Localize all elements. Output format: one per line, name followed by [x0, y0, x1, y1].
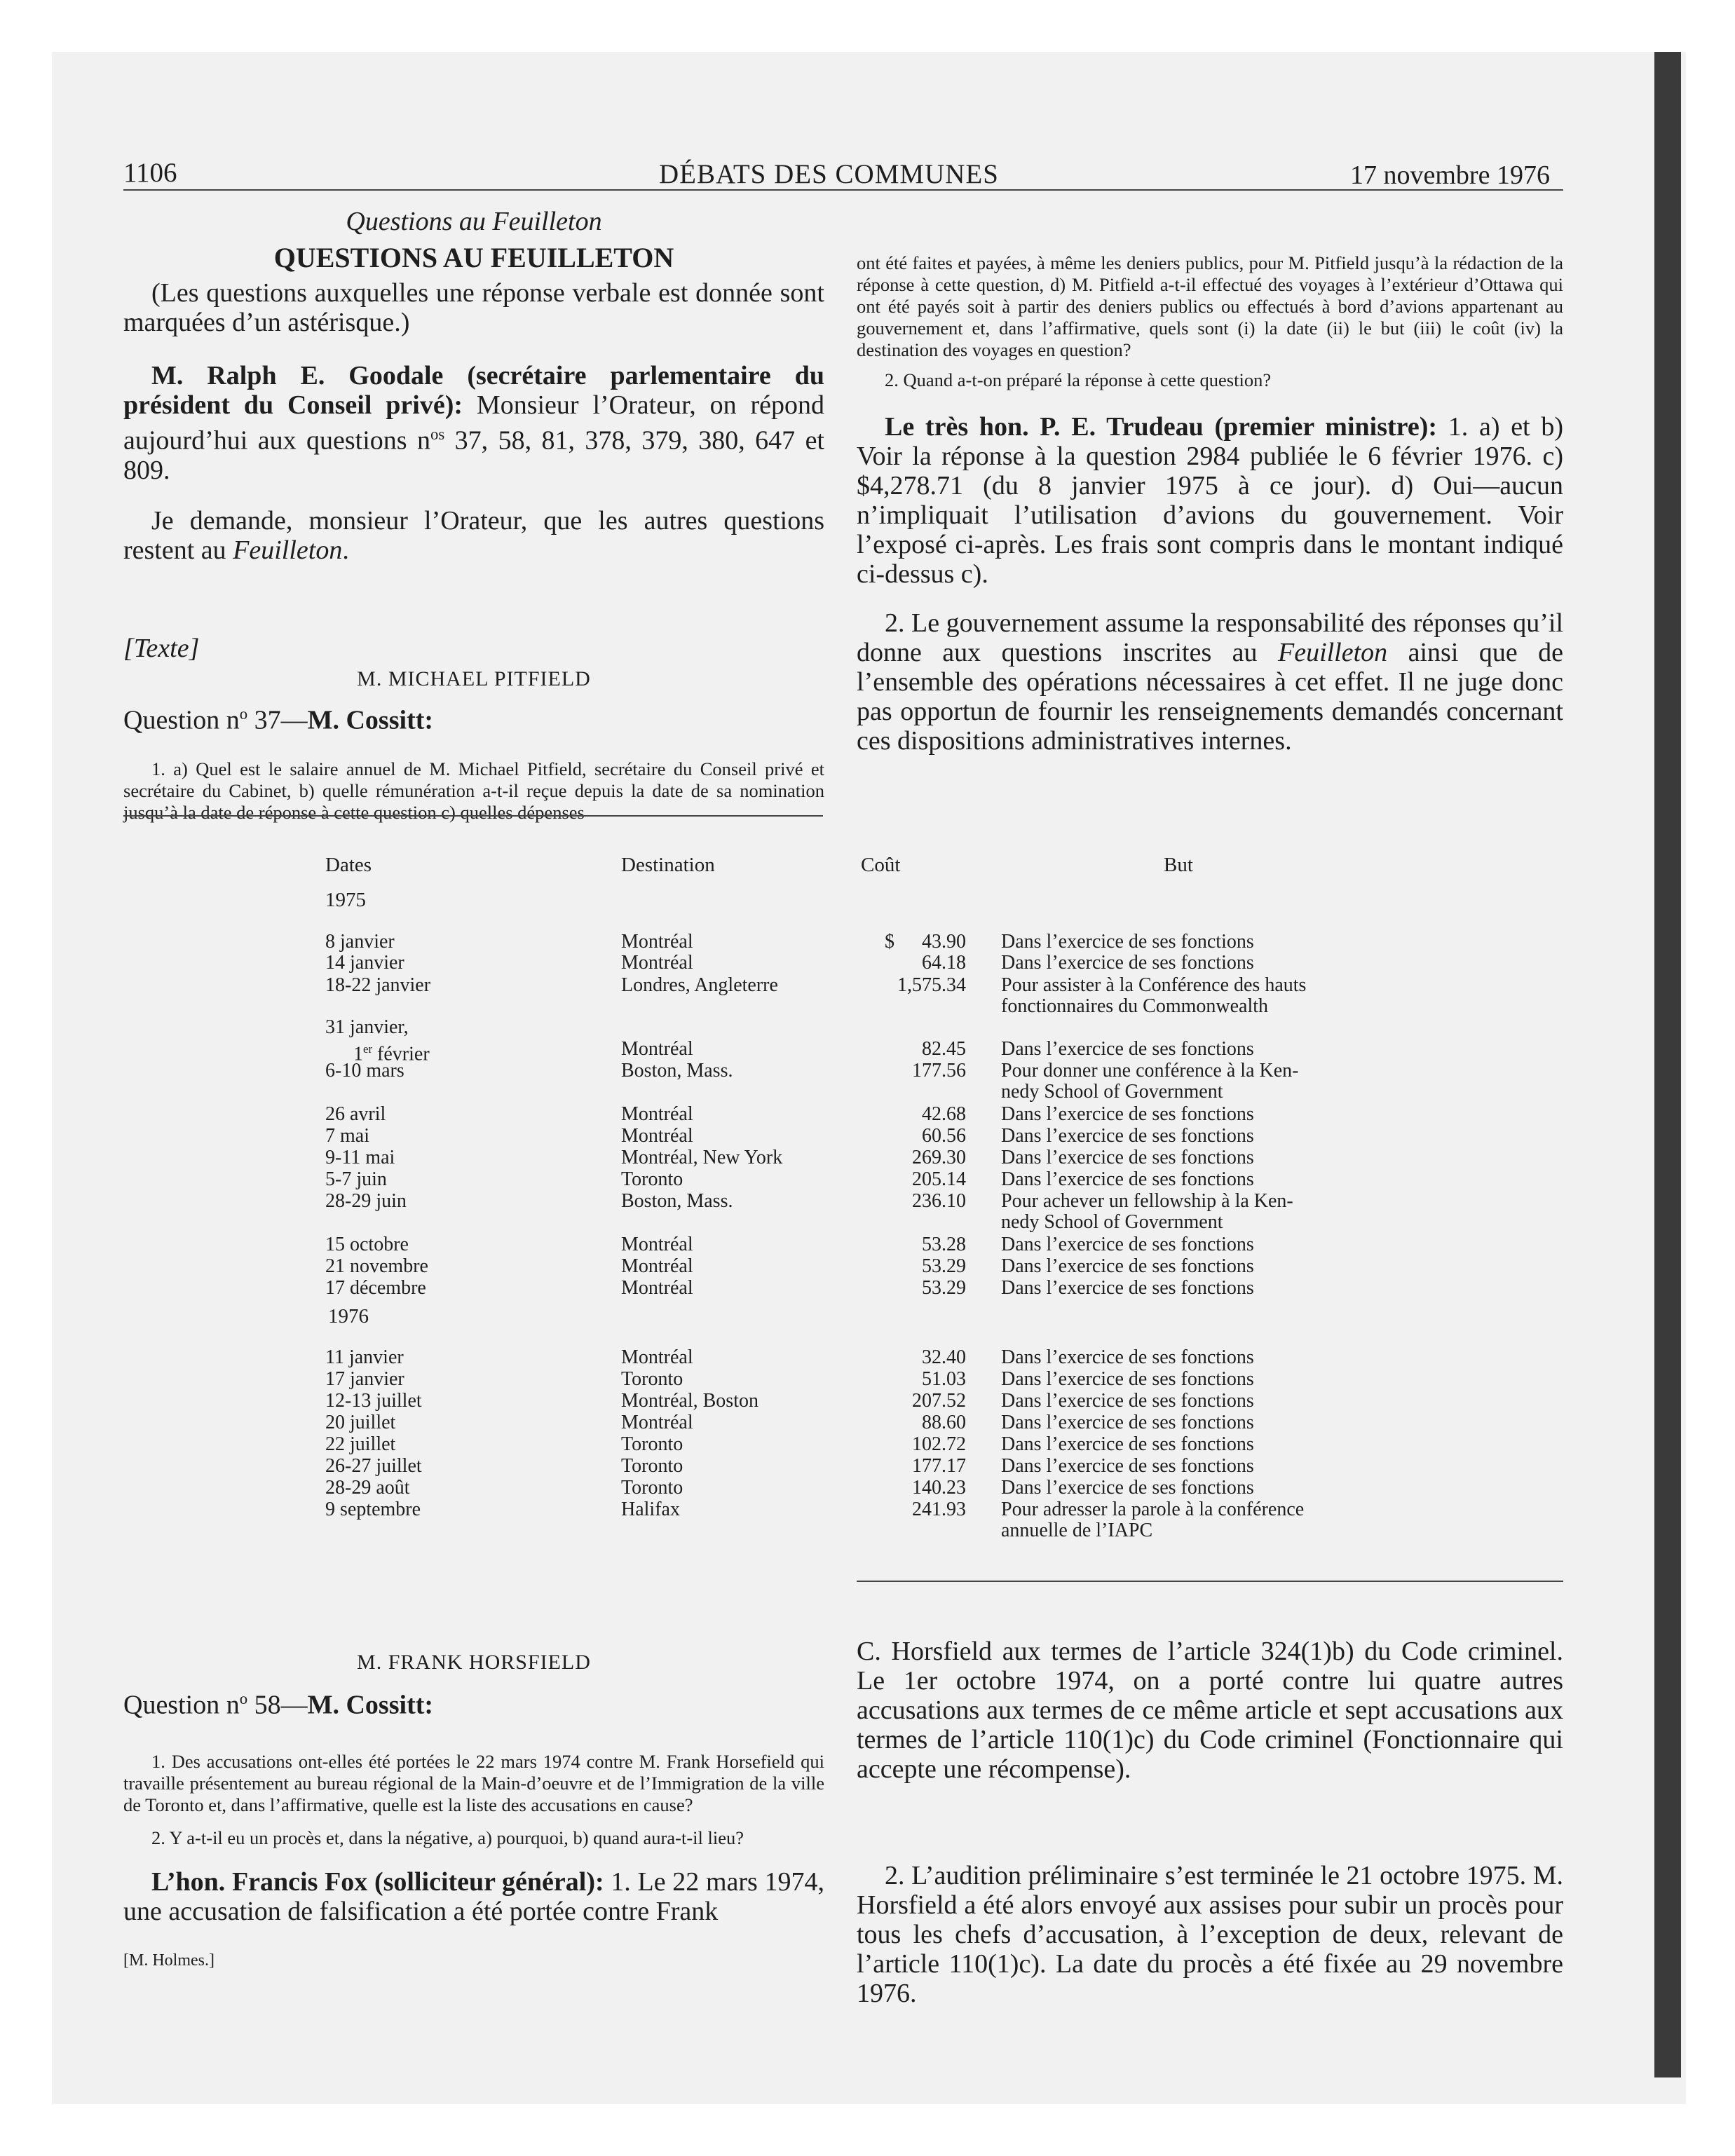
- cell-but: Dans l’exercice de ses fonctions: [1001, 1147, 1254, 1168]
- cell-destination: Toronto: [621, 1455, 683, 1477]
- cell-date: 28-29 août: [325, 1477, 410, 1499]
- cell-date: 14 janvier: [325, 952, 404, 974]
- th-destination: Destination: [621, 854, 715, 876]
- cell-date: 28-29 juin: [325, 1190, 407, 1212]
- cell-cout: 53.29: [922, 1255, 966, 1277]
- cell-but: Pour adresser la parole à la conférence: [1001, 1499, 1305, 1520]
- cell-but: Dans l’exercice de ses fonctions: [1001, 1103, 1254, 1125]
- cell-but: Dans l’exercice de ses fonctions: [1001, 1277, 1254, 1299]
- cell-cout: 32.40: [922, 1346, 966, 1368]
- goodale-statement: M. Ralph E. Goodale (secrétaire parlementaire du président du Conseil privé): Monsieur l’Orateur, on répond aujourd’hui aux questions $n^{os}$ 37, 58, 81, 378, 379, 380, 647 et 809.: [123, 361, 824, 485]
- cell-but: Dans l’exercice de ses fonctions: [1001, 1125, 1254, 1147]
- cell-destination: Montréal: [621, 1277, 693, 1299]
- cell-destination: Toronto: [621, 1368, 683, 1390]
- q37-heading: M. MICHAEL PITFIELD: [357, 667, 591, 690]
- cell-but: Pour assister à la Conférence des hauts: [1001, 974, 1307, 996]
- cell-date: 9-11 mai: [325, 1147, 395, 1168]
- cell-destination: Toronto: [621, 1433, 683, 1455]
- cell-date: 9 septembre: [325, 1499, 421, 1520]
- cell-date: 1er février: [353, 1042, 430, 1065]
- table-end-rule: [857, 1581, 1563, 1582]
- cell-cout: 207.52: [912, 1390, 966, 1412]
- cell-but: Dans l’exercice de ses fonctions: [1001, 1477, 1254, 1499]
- cell-date: 15 octobre: [325, 1234, 409, 1255]
- fox-answer-1-cont: C. Horsfield aux termes de l’article 324(1)b) du Code criminel. Le 1er octobre 1974, on a porté contre lui quatre autres accusations aux termes de ce même article et sept accusations aux termes de l’article 110(1)c) du Code criminel (Fonctionnaire qui accepte une récompense).: [857, 1637, 1563, 1784]
- cell-cout: 236.10: [912, 1190, 966, 1212]
- publication-title: DÉBATS DES COMMUNES: [659, 159, 999, 189]
- cell-but: annuelle de l’IAPC: [1001, 1520, 1153, 1541]
- cell-but: Dans l’exercice de ses fonctions: [1001, 1346, 1254, 1368]
- cell-cout: 102.72: [912, 1433, 966, 1455]
- cell-but: Pour donner une conférence à la Ken-: [1001, 1060, 1299, 1082]
- cell-but: Dans l’exercice de ses fonctions: [1001, 1038, 1254, 1060]
- cell-cout: 53.28: [922, 1234, 966, 1255]
- cell-date: 31 janvier,: [325, 1016, 409, 1038]
- q37-text-part1: 1. a) Quel est le salaire annuel de M. Michael Pitfield, secrétaire du Conseil privé et secrétaire du Cabinet, b) quelle rémunération a-t-il reçue depuis la date de sa nomination jusqu’à la date de réponse à cette question c) quelles dépenses: [123, 758, 824, 824]
- cell-cout: 42.68: [922, 1103, 966, 1125]
- cell-cout: 241.93: [912, 1499, 966, 1520]
- cell-cout: 177.56: [912, 1060, 966, 1082]
- cell-destination: Toronto: [621, 1168, 683, 1190]
- cell-cout: 140.23: [912, 1477, 966, 1499]
- header-rule: [123, 189, 1563, 191]
- year-1975: 1975: [325, 889, 366, 911]
- cell-date: 8 janvier: [325, 931, 395, 953]
- cell-destination: Montréal, New York: [621, 1147, 783, 1168]
- cell-destination: Toronto: [621, 1477, 683, 1499]
- cell-cout: 177.17: [912, 1455, 966, 1477]
- cell-date: 21 novembre: [325, 1255, 428, 1277]
- cell-cout: 53.29: [922, 1277, 966, 1299]
- cell-destination: Montréal: [621, 952, 693, 974]
- cell-but: nedy School of Government: [1001, 1081, 1223, 1103]
- q37-text-q2: 2. Quand a-t-on préparé la réponse à cette question?: [885, 369, 1272, 390]
- cell-destination: Boston, Mass.: [621, 1190, 733, 1212]
- cell-cout: $ 43.90: [885, 931, 966, 953]
- texte-tag: [Texte]: [123, 633, 200, 663]
- q58-text-1: 1. Des accusations ont-elles été portées le 22 mars 1974 contre M. Frank Horsefield qui travaille présentement au bureau régional de la Main-d’oeuvre et de l’Immigration de la ville de Toronto et, dans l’affirmative, quelle est la liste des accusations en cause?: [123, 1750, 824, 1815]
- cell-destination: Londres, Angleterre: [621, 974, 778, 996]
- goodale-request: Je demande, monsieur l’Orateur, que les autres questions restent au Feuilleton.: [123, 505, 824, 565]
- fox-answer-2: 2. L’audition préliminaire s’est terminée le 21 octobre 1975. M. Horsfield a été alors envoyé aux assises pour subir un procès pour tous les chefs d’accusation, à l’exception de deux, relevant de l’article 110(1)c). La date du procès a été fixée au 29 novembre 1976.: [857, 1861, 1563, 2008]
- cell-cout: 60.56: [922, 1125, 966, 1147]
- cell-date: 17 décembre: [325, 1277, 426, 1299]
- speaker-fox: L’hon. Francis Fox (solliciteur général):: [151, 1867, 604, 1897]
- publication-date: 17 novembre 1976: [1350, 161, 1550, 190]
- section-note: (Les questions auxquelles une réponse verbale est donnée sont marquées d’un astérisque.): [123, 278, 824, 337]
- cell-destination: Montréal: [621, 1038, 693, 1060]
- cell-but: Dans l’exercice de ses fonctions: [1001, 1234, 1254, 1255]
- cell-destination: Montréal: [621, 1234, 693, 1255]
- th-but: But: [1164, 854, 1193, 876]
- left-column-lower: [123, 1651, 824, 1972]
- cell-date: 20 juillet: [325, 1412, 396, 1433]
- cell-but: fonctionnaires du Commonwealth: [1001, 995, 1269, 1017]
- cell-but: Dans l’exercice de ses fonctions: [1001, 1390, 1254, 1412]
- cell-date: 22 juillet: [325, 1433, 396, 1455]
- cell-destination: Montréal: [621, 1255, 693, 1277]
- right-column-lower: [857, 1637, 1563, 2008]
- cell-destination: Montréal: [621, 1125, 693, 1147]
- trudeau-answer-2: 2. Le gouvernement assume la responsabilité des réponses qu’il donne aux questions inscrites au Feuilleton ainsi que de l’ensemble des opérations nécessaires à cet effet. Il ne juge donc pas opportun de fournir les renseignements demandés concernant ces dispositions administratives internes.: [857, 608, 1563, 756]
- th-dates: Dates: [325, 854, 372, 876]
- page-number: 1106: [123, 158, 177, 188]
- cell-cout: 64.18: [922, 952, 966, 974]
- q37-asker: M. Cossitt:: [307, 705, 434, 735]
- cell-date: 5-7 juin: [325, 1168, 387, 1190]
- cell-date: 26-27 juillet: [325, 1455, 422, 1477]
- speaker-goodale: M. Ralph E. Goodale (secrétaire parlementaire du président du Conseil privé):: [123, 361, 824, 420]
- left-column-upper: [123, 207, 824, 824]
- cell-cout: 88.60: [922, 1412, 966, 1433]
- trudeau-answer-1: Le très hon. P. E. Trudeau (premier ministre): 1. a) et b) Voir la réponse à la question 2984 publiée le 6 février 1976. c) $4,278.71 (du 8 janvier 1975 à ce jour). d) Oui—aucun n’impliquait l’utilisation d’avions du gouvernement. Voir l’exposé ci-après. Les frais sont compris dans le montant indiqué ci-dessus c).: [857, 412, 1563, 589]
- section-subtitle: Questions au Feuilleton: [346, 207, 602, 236]
- cell-date: 26 avril: [325, 1103, 386, 1125]
- cell-cout: 269.30: [912, 1147, 966, 1168]
- q37-text-part2: ont été faites et payées, à même les deniers publics, pour M. Pitfield jusqu’à la rédaction de la réponse à cette question, d) M. Pitfield a-t-il effectué des voyages à l’extérieur d’Ottawa qui ont été payés soit à partir des deniers publics ou effectués à bord d’avions appartenant au gouvernement et, dans l’affirmative, quels sont (i) la date (ii) le but (iii) le coût (iv) la destination des voyages en question?: [857, 252, 1563, 360]
- cell-destination: Montréal: [621, 1103, 693, 1125]
- year-1976: 1976: [328, 1305, 369, 1328]
- left-column-rule: [123, 815, 823, 817]
- cell-cout: 82.45: [922, 1038, 966, 1060]
- cell-cout: 205.14: [912, 1168, 966, 1190]
- fox-answer-1: L’hon. Francis Fox (solliciteur général): 1. Le 22 mars 1974, une accusation de falsification a été portée contre Frank: [123, 1867, 824, 1926]
- cell-but: Dans l’exercice de ses fonctions: [1001, 931, 1254, 953]
- footer-tag: [M. Holmes.]: [123, 1951, 215, 1970]
- section-title: QUESTIONS AU FEUILLETON: [273, 242, 674, 273]
- cell-date: 18-22 janvier: [325, 974, 431, 996]
- q58-heading: M. FRANK HORSFIELD: [357, 1651, 591, 1674]
- q58-text-2: 2. Y a-t-il eu un procès et, dans la négative, a) pourquoi, b) quand aura-t-il lieu?: [151, 1827, 744, 1848]
- q58-asker: M. Cossitt:: [307, 1690, 434, 1720]
- cell-but: nedy School of Government: [1001, 1211, 1223, 1233]
- cell-date: 11 janvier: [325, 1346, 404, 1368]
- cell-cout: 51.03: [922, 1368, 966, 1390]
- cell-date: 17 janvier: [325, 1368, 404, 1390]
- cell-but: Dans l’exercice de ses fonctions: [1001, 1455, 1254, 1477]
- cell-destination: Montréal: [621, 1346, 693, 1368]
- cell-but: Pour achever un fellowship à la Ken-: [1001, 1190, 1293, 1212]
- cell-but: Dans l’exercice de ses fonctions: [1001, 1168, 1254, 1190]
- cell-but: Dans l’exercice de ses fonctions: [1001, 1433, 1254, 1455]
- cell-but: Dans l’exercice de ses fonctions: [1001, 1255, 1254, 1277]
- q37-label: Question $n^o$ 37—M. Cossitt:: [123, 704, 434, 735]
- cell-cout: 1,575.34: [897, 974, 966, 996]
- cell-date: 12-13 juillet: [325, 1390, 422, 1412]
- cell-destination: Boston, Mass.: [621, 1060, 733, 1082]
- cell-destination: Montréal, Boston: [621, 1390, 758, 1412]
- th-cout: Coût: [861, 854, 901, 876]
- cell-date: 7 mai: [325, 1125, 369, 1147]
- cell-but: Dans l’exercice de ses fonctions: [1001, 952, 1254, 974]
- cell-but: Dans l’exercice de ses fonctions: [1001, 1412, 1254, 1433]
- q58-label: Question $n^o$ 58—M. Cossitt:: [123, 1690, 434, 1720]
- cell-but: Dans l’exercice de ses fonctions: [1001, 1368, 1254, 1390]
- cell-destination: Montréal: [621, 1412, 693, 1433]
- cell-date: 6-10 mars: [325, 1060, 404, 1082]
- page-binding-edge: [1654, 52, 1681, 2077]
- cell-destination: Halifax: [621, 1499, 680, 1520]
- right-column-upper: [857, 252, 1563, 756]
- speaker-trudeau: Le très hon. P. E. Trudeau (premier ministre):: [885, 412, 1438, 442]
- cell-destination: Montréal: [621, 931, 693, 953]
